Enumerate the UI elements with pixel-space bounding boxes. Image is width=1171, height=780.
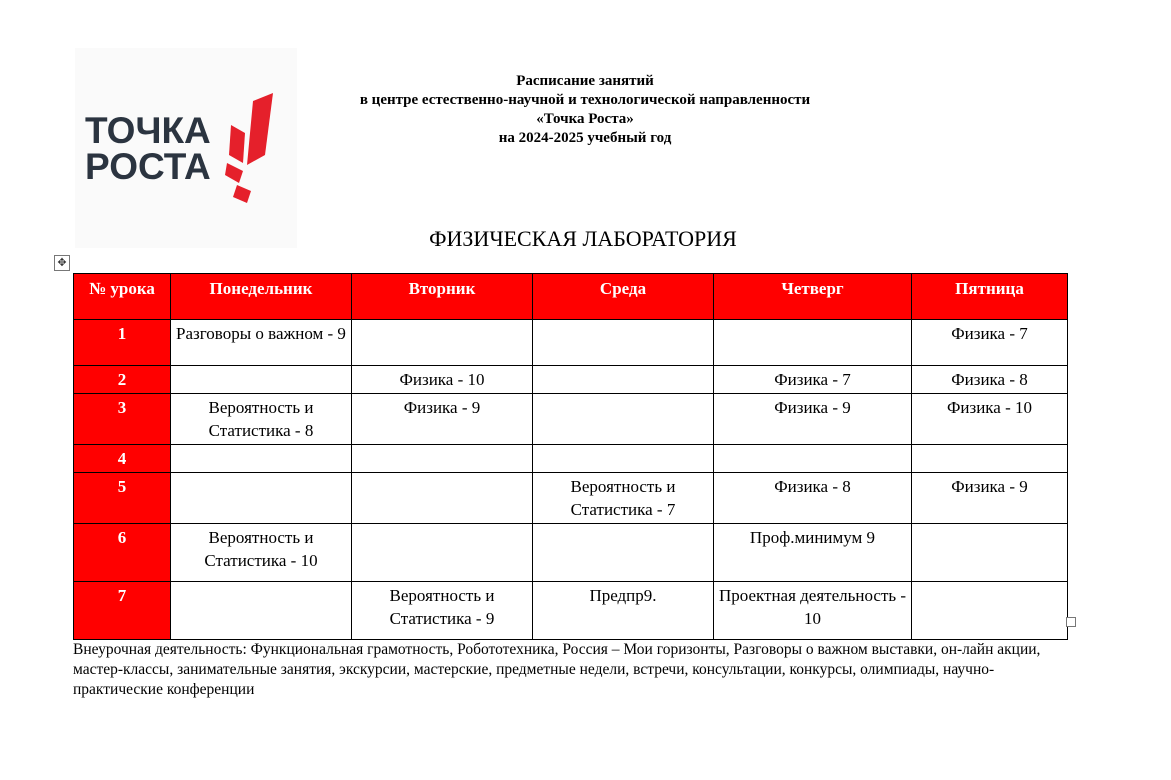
table-cell	[533, 524, 714, 582]
logo	[75, 48, 297, 248]
table-cell: Вероятность и Статистика - 8	[171, 394, 352, 445]
table-cell	[912, 445, 1068, 473]
column-header: Понедельник	[171, 274, 352, 320]
table-cell	[533, 445, 714, 473]
logo-line-1: ТОЧКА	[85, 110, 211, 151]
table-cell: Проектная деятельность - 10	[714, 582, 912, 640]
table-cell	[352, 524, 533, 582]
table-cell	[171, 473, 352, 524]
header-title: Расписание занятий	[516, 73, 654, 89]
header-subtitle: в центре естественно-научной и технологической направленности	[359, 92, 811, 108]
table-cell	[352, 473, 533, 524]
lesson-number: 3	[74, 394, 171, 445]
column-header: Среда	[533, 274, 714, 320]
table-cell: Вероятность и Статистика - 10	[171, 524, 352, 582]
table-cell	[912, 524, 1068, 582]
lesson-number: 4	[74, 445, 171, 473]
table-cell	[912, 582, 1068, 640]
header-center-name: «Точка Роста»	[536, 111, 634, 127]
table-move-icon[interactable]: ✥	[54, 255, 70, 271]
column-header: № урока	[74, 274, 171, 320]
table-cell	[533, 394, 714, 445]
lesson-number: 2	[74, 366, 171, 394]
logo-mark-icon	[225, 93, 290, 208]
table-cell: Физика - 9	[352, 394, 533, 445]
column-header: Пятница	[912, 274, 1068, 320]
table-cell: Предпр9.	[533, 582, 714, 640]
extracurricular-note: Внеурочная деятельность: Функциональная грамотность, Робототехника, Россия – Мои горизонты, Разговоры о важном выставки, он-лайн акции, мастер-классы, занимательные занятия, экскурсии, мастерские, предметные недели, встречи, консультации, конкурсы, олимпиады, научно-практические конференции	[73, 641, 1041, 698]
table-row	[74, 473, 1068, 524]
column-header: Вторник	[352, 274, 533, 320]
table-row	[74, 394, 1068, 445]
lesson-number: 5	[74, 473, 171, 524]
table-cell	[533, 320, 714, 366]
table-cell: Вероятность и Статистика - 9	[352, 582, 533, 640]
table-cell: Вероятность и Статистика - 7	[533, 473, 714, 524]
table-cell	[171, 445, 352, 473]
table-row	[74, 320, 1068, 366]
lesson-number: 6	[74, 524, 171, 582]
table-cell	[352, 320, 533, 366]
table-resize-handle[interactable]	[1066, 617, 1076, 627]
table-cell: Разговоры о важном - 9	[171, 320, 352, 366]
table-cell: Физика - 7	[912, 320, 1068, 366]
lesson-number: 1	[74, 320, 171, 366]
column-header: Четверг	[714, 274, 912, 320]
logo-text	[85, 110, 211, 187]
table-cell	[171, 582, 352, 640]
table-row	[74, 524, 1068, 582]
header-year: на 2024-2025 учебный год	[498, 130, 672, 146]
table-cell: Физика - 8	[714, 473, 912, 524]
table-cell: Физика - 10	[352, 366, 533, 394]
table-cell	[714, 445, 912, 473]
table-row	[74, 582, 1068, 640]
table-cell	[352, 445, 533, 473]
table-cell	[171, 366, 352, 394]
schedule-header	[300, 72, 870, 148]
table-cell: Физика - 9	[714, 394, 912, 445]
lesson-number: 7	[74, 582, 171, 640]
table-header-row	[74, 274, 1068, 320]
table-cell: Физика - 10	[912, 394, 1068, 445]
table-cell	[533, 366, 714, 394]
table-cell	[714, 320, 912, 366]
table-cell: Физика - 9	[912, 473, 1068, 524]
schedule-table	[73, 273, 1068, 640]
lab-title: ФИЗИЧЕСКАЯ ЛАБОРАТОРИЯ	[429, 226, 737, 251]
table-cell: Физика - 8	[912, 366, 1068, 394]
table-row	[74, 366, 1068, 394]
table-row	[74, 445, 1068, 473]
table-cell: Физика - 7	[714, 366, 912, 394]
logo-line-2: РОСТА	[85, 146, 211, 187]
table-cell: Проф.минимум 9	[714, 524, 912, 582]
